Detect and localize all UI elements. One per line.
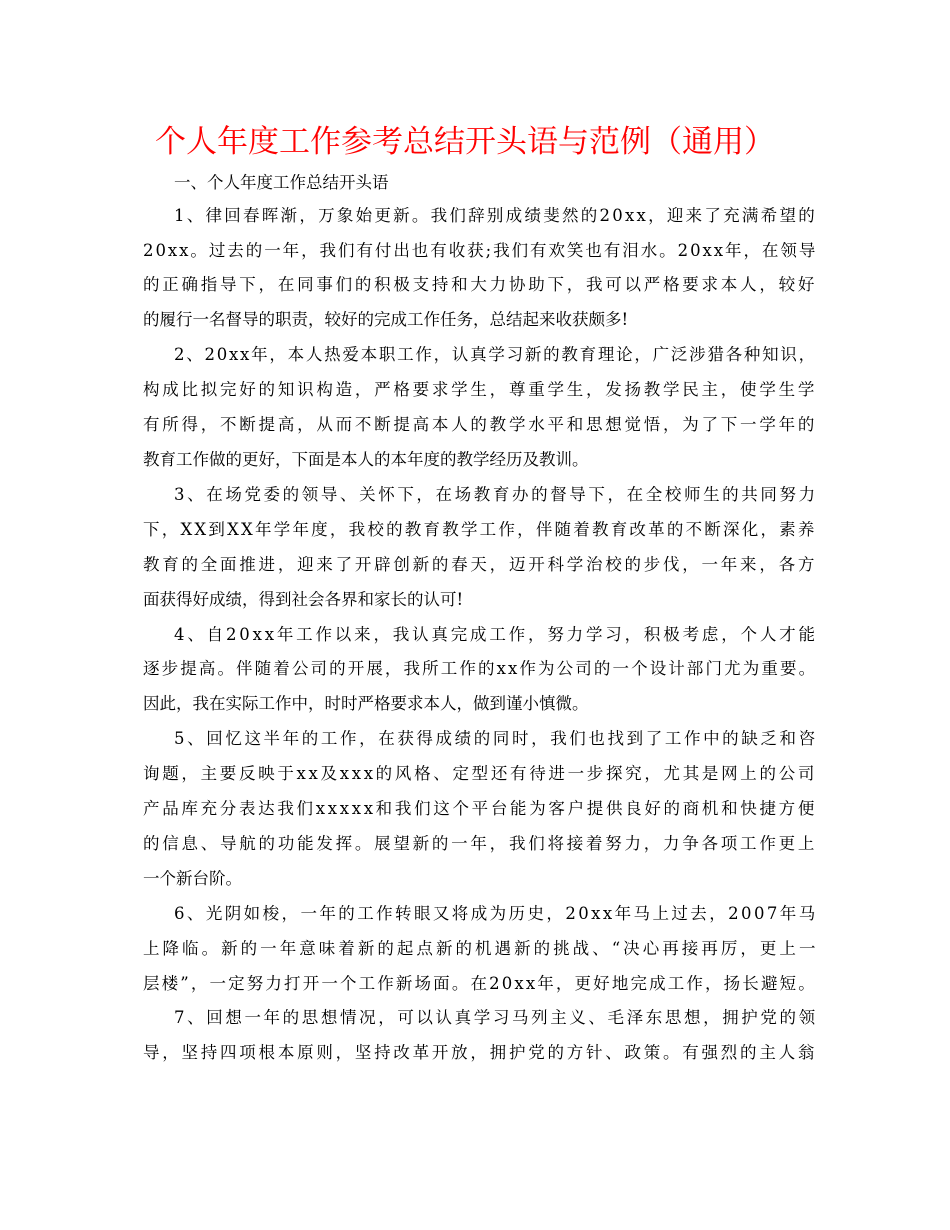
section-heading: 一、个人年度工作总结开头语 <box>174 173 389 192</box>
paragraph-line: 询题，主要反映于xx及xxx的风格、定型还有待进一步探究，尤其是网上的公司 <box>143 764 818 783</box>
paragraph-line: 构成比拟完好的知识构造，严格要求学生，尊重学生，发扬教学民主，使学生学 <box>143 380 818 399</box>
paragraph-line: 1、律回春晖渐，万象始更新。我们辞别成绩斐然的20xx，迎来了充满希望的 <box>174 206 817 225</box>
document-title: 个人年度工作参考总结开头语与范例（通用） <box>155 124 775 160</box>
paragraph-line: 下，XX到XX年学年度，我校的教育教学工作，伴随着教育改革的不断深化，素养 <box>143 520 817 539</box>
paragraph-line: 因此，我在实际工作中，时时严格要求本人，做到谨小慎微。 <box>143 694 589 713</box>
paragraph-line: 的履行一名督导的职责，较好的完成工作任务，总结起来收获颇多! <box>143 310 629 329</box>
paragraph-line: 教育的全面推进，迎来了开辟创新的春天，迈开科学治校的步伐，一年来，各方 <box>143 555 818 574</box>
paragraph-line: 产品库充分表达我们xxxxx和我们这个平台能为客户提供良好的商机和快捷方便 <box>143 799 818 818</box>
paragraph-line: 教育工作做的更好，下面是本人的本年度的教学经历及教训。 <box>143 450 589 469</box>
paragraph-line: 面获得好成绩，得到社会各界和家长的认可! <box>143 590 464 609</box>
paragraph-line: 的信息、导航的功能发挥。展望新的一年，我们将接着努力，力争各项工作更上 <box>143 834 818 853</box>
paragraph-line: 层楼”，一定努力打开一个工作新场面。在20xx年，更好地完成工作，扬长避短。 <box>143 974 817 993</box>
paragraph-line: 20xx。过去的一年，我们有付出也有收获;我们有欢笑也有泪水。20xx年，在领导 <box>143 241 818 260</box>
paragraph-line: 2、20xx年，本人热爱本职工作，认真学习新的教育理论，广泛涉猎各种知识， <box>174 345 817 364</box>
paragraph-line: 一个新台阶。 <box>143 869 242 888</box>
paragraph-line: 导，坚持四项根本原则，坚持改革开放，拥护党的方针、政策。有强烈的主人翁 <box>143 1043 818 1062</box>
paragraph-line: 上降临。新的一年意味着新的起点新的机遇新的挑战、“决心再接再厉，更上一 <box>143 939 819 958</box>
paragraph-line: 3、在场党委的领导、关怀下，在场教育办的督导下，在全校师生的共同努力 <box>174 485 818 504</box>
paragraph-line: 6、光阴如梭，一年的工作转眼又将成为历史，20xx年马上过去，2007年马 <box>174 904 818 923</box>
paragraph-line: 7、回想一年的思想情况，可以认真学习马列主义、毛泽东思想，拥护党的领 <box>174 1008 818 1027</box>
paragraph-line: 逐步提高。伴随着公司的开展，我所工作的xx作为公司的一个设计部门尤为重要。 <box>143 659 818 678</box>
paragraph-line: 有所得，不断提高，从而不断提高本人的教学水平和思想觉悟，为了下一学年的 <box>143 415 818 434</box>
paragraph-line: 5、回忆这半年的工作，在获得成绩的同时，我们也找到了工作中的缺乏和咨 <box>174 729 818 748</box>
paragraph-line: 的正确指导下，在同事们的积极支持和大力协助下，我可以严格要求本人，较好 <box>143 275 818 294</box>
paragraph-line: 4、自20xx年工作以来，我认真完成工作，努力学习，积极考虑，个人才能 <box>174 625 818 644</box>
